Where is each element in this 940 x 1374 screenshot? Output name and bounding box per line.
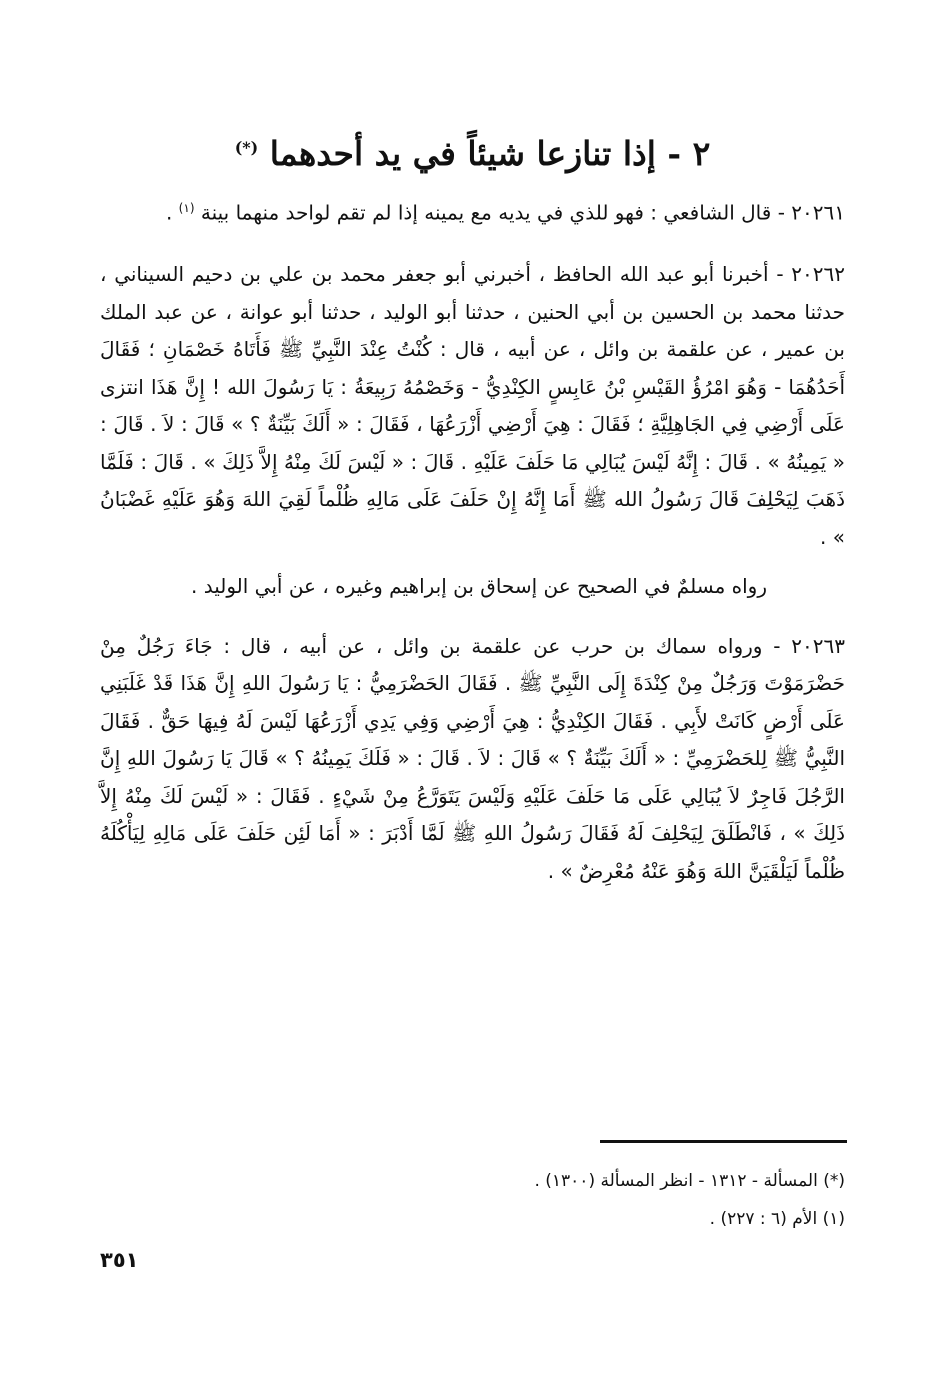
chapter-title <box>100 118 845 184</box>
footnote-divider <box>600 1140 847 1143</box>
chapter-title-marker: (*) <box>234 138 259 157</box>
footnotes <box>100 1162 845 1238</box>
paragraph-2263: ٢٠٢٦٣ - ورواه سماك بن حرب عن علقمة بن وائل ، عن أبيه ، قال : جَاءَ رَجُلٌ مِنْ حَضْرَمَوْتَ وَرَجُلٌ مِنْ كِنْدَةَ إِلَى النَّبِيِّ ﷺ . فَقَالَ الحَضْرَمِيُّ : يَا رَسُولَ اللهِ إِنَّ هَذَا قَدْ غَلَبَنِي عَلَى أَرْضٍ كَانَتْ لأَبِي . فَقَالَ الكِنْدِيُّ : هِيَ أَرْضِي وَفِي يَدِي أَزْرَعُهَا لَيْسَ لَهُ فِيهَا حَقٌّ . فَقَالَ النَّبِيُّ ﷺ لِلحَضْرَمِيِّ : « أَلَكَ بَيِّنَةٌ ؟ » قَالَ : لاَ . قَالَ : « فَلَكَ يَمِينُهُ ؟ » قَالَ يَا رَسُولَ اللهِ إِنَّ الرَّجُلَ فَاجِرٌ لاَ يُبَالِي عَلَى مَا حَلَفَ عَلَيْهِ وَلَيْسَ يَتَوَرَّعُ مِنْ شَيْءٍ . فَقَالَ : « لَيْسَ لَكَ مِنْهُ إِلاَّ ذَلِكَ » ، فَانْطَلَقَ لِيَحْلِفَ لَهُ فَقَالَ رَسُولُ اللهِ ﷺ لَمَّا أَدْبَرَ : « أَمَا لَئِن حَلَفَ عَلَى مَالِهِ لِيَأْكُلَهُ ظُلْماً لَيَلْقَيَنَّ اللهَ وَهُوَ عَنْهُ مُعْرِضٌ » . <box>100 633 845 883</box>
footnote-star: (*) المسألة - ١٣١٢ - انظر المسألة (١٣٠٠) . <box>534 1171 845 1191</box>
paragraph-2262: ٢٠٢٦٢ - أخبرنا أبو عبد الله الحافظ ، أخبرني أبو جعفر محمد بن علي بن دحيم السيناني ، حدثنا محمد بن الحسين بن أبي الحنين ، حدثنا أبو الوليد ، حدثنا أبو عوانة ، عن عبد الملك بن عمير ، عن علقمة بن وائل ، عن أبيه ، قال : كُنْتُ عِنْدَ النَّبِيِّ ﷺ فَأَتَاهُ خَصْمَانِ ؛ فَقَالَ أَحَدُهُمَا - وَهُوَ امْرُؤُ القَيْسِ بْنُ عَابِسٍ الكِنْدِيُّ - وَخَصْمُهُ رَبِيعَةُ : يَا رَسُولَ الله ! إِنَّ هَذَا انتزى عَلَى أَرْضِي فِي الجَاهِلِيَّةِ ؛ فَقَالَ : هِيَ أَرْضِي أَزْرَعُهَا ، فَقَالَ : « أَلَكَ بَيِّنَةٌ ؟ » قَالَ : لاَ . قَالَ : « يَمِينُهُ » . قَالَ : إِنَّهُ لَيْسَ يُبَالِي مَا حَلَفَ عَلَيْهِ . قَالَ : « لَيْسَ لَكَ مِنْهُ إِلاَّ ذَلِكَ » . قَالَ : فَلَمَّا ذَهَبَ لِيَحْلِفَ قَالَ رَسُولُ الله ﷺ أَمَا إِنَّهُ إِنْ حَلَفَ عَلَى مَالِهِ ظُلْماً لَقِيَ اللهَ وَهُوَ عَلَيْهِ غَضْبَانُ » . <box>100 262 845 549</box>
footnote-1: (١) الأم (٦ : ٢٢٧) . <box>709 1209 845 1229</box>
page-number: ٣٥١ <box>100 1248 139 1272</box>
paragraph-muslim-narration: رواه مسلمٌ في الصحيح عن إسحاق بن إبراهيم وغيره ، عن أبي الوليد . <box>191 574 767 599</box>
paragraph-2261 <box>100 190 845 232</box>
book-page <box>100 118 845 890</box>
paragraph-2261-tail: . <box>165 200 179 225</box>
chapter-title-text: ٢ - إذا تنازعا شيئاً في يد أحدهما <box>269 134 711 173</box>
paragraph-2261-text: ٢٠٢٦١ - قال الشافعي : فهو للذي في يديه مع يمينه إذا لم تقم لواحد منهما بينة <box>200 200 845 225</box>
footnote-ref-1: (١) <box>178 201 195 215</box>
